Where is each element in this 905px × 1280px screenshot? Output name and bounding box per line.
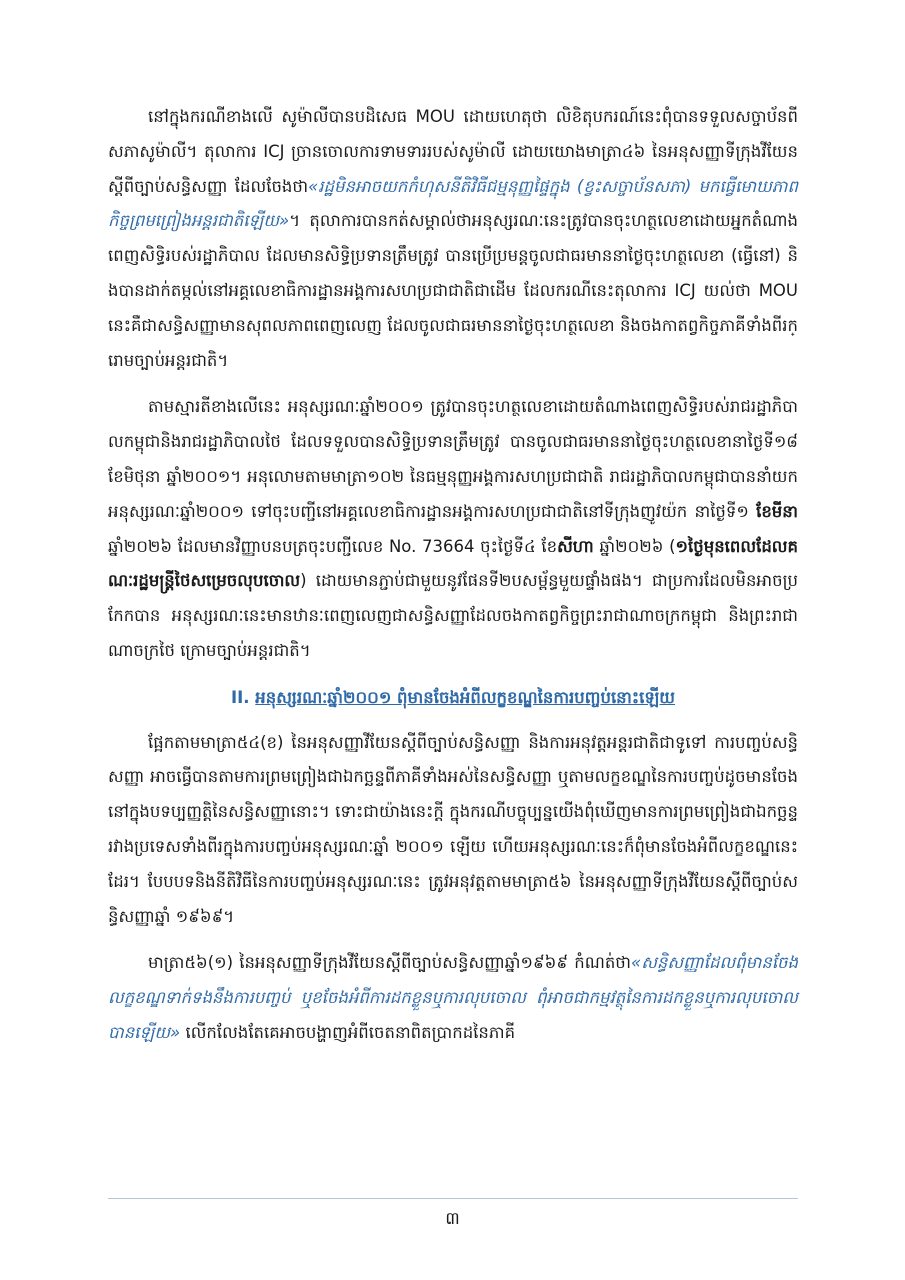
section-heading: [108, 681, 798, 716]
emphasized-text: ខែមីនា: [756, 501, 798, 521]
emphasized-text: សីហា: [557, 536, 594, 556]
paragraph-text: នៅក្នុងករណីខាងលើ សូម៉ាលីបានបដិសេធ MOU ដោយហេតុថា លិខិតុបករណ៍នេះពុំបានទទួលសច្ចាប័នពីសភាសូម៉ាលី។ តុលាការ ICJ ច្រានចោលការទាមទាររបស់សូម៉ាលី ដោយយោងមាត្រា៤៦ នៃអនុសញ្ញាទីក្រុងវីយែនស្ដីពីច្បាប់សន្ធិសញ្ញា ដែលចែងថា: [108, 107, 798, 196]
paragraph-text: ឆ្នាំ២០២៦ ដែលមានវិញ្ញាបនបត្រចុះបញ្ជីលេខ No. 73664 ចុះថ្ងៃទី៤ ខែ: [108, 536, 558, 556]
footer-divider: [108, 1198, 798, 1199]
section-heading-text: អនុស្សរណៈឆ្នាំ២០០១ ពុំមានចែងអំពីលក្ខខណ្ឌនៃការបញ្ចប់នោះឡើយ: [255, 687, 676, 707]
page-number: ៣: [445, 1209, 460, 1229]
quoted-text: «សន្ធិសញ្ញាដែលពុំមានចែងលក្ខខណ្ឌទាក់ទងនឹងការបញ្ចប់ ឬខចែងអំពីការដកខ្លួនឬការលុបចោល ពុំអាចជាកម្មវត្ថុនៃការដកខ្លួនឬការលុបចោលបានឡើយ»: [108, 953, 798, 1042]
document-body: [108, 100, 798, 1063]
paragraph-text: មាត្រា៥៦(១) នៃអនុសញ្ញាទីក្រុងវីយែនស្ដីពីច្បាប់សន្ធិសញ្ញាឆ្នាំ១៩៦៩ កំណត់ថា: [148, 953, 632, 973]
paragraph-text: លើកលែងតែគេអាចបង្ហាញអំពីចេតនាពិតប្រាកដនៃភាគី: [180, 1022, 516, 1042]
paragraph-article-56: [108, 946, 798, 1050]
paragraph-mou-2001-registration: [108, 390, 798, 668]
section-numeral: II.: [230, 687, 250, 707]
quoted-text: «រដ្ឋមិនអាចយកកំហុសនីតិវិធីជម្មនុញ្ញផ្ទៃក្នុង (ខ្វះសច្ចាប័នសភា) មកធ្វើមោឃភាពកិច្ចព្រមព្រៀងអន្តរជាតិឡើយ»: [108, 176, 798, 231]
paragraph-text: ) ដោយមានភ្ជាប់ជាមួយនូវផែនទី២បសម្ព័ន្ធមួយផ្ទាំងផង។ ជាប្រការដែលមិនអាចប្រកែកបាន អនុស្សរណៈនេះមានឋានៈពេញលេញជាសន្ធិសញ្ញាដែលចងកាតព្វកិច្ចព្រះរាជាណាចក្រកម្ពុជា និងព្រះរាជាណាចក្រថៃ ក្រោមច្បាប់អន្តរជាតិ។: [108, 571, 798, 660]
paragraph-text: តាមស្មារតីខាងលើនេះ អនុស្សរណៈឆ្នាំ២០០១ ត្រូវបានចុះហត្ថលេខាដោយតំណាងពេញសិទ្ធិរបស់រាជរដ្ឋាភិបាលកម្ពុជានិងរាជរដ្ឋាភិបាលថៃ ដែលទទួលបានសិទ្ធិប្រទានត្រឹមត្រូវ បានចូលជាធរមាននាថ្ងៃចុះហត្ថលេខានាថ្ងៃទី១៨ ខែមិថុនា ឆ្នាំ២០០១។ អនុលោមតាមមាត្រា១០២ នៃធម្មនុញ្ញអង្គការសហប្រជាជាតិ រាជរដ្ឋាភិបាលកម្ពុជាបាននាំយកអនុស្សរណៈឆ្នាំ២០០១ ទៅចុះបញ្ជីនៅអគ្គលេខាធិការដ្ឋានអង្គការសហប្រជាជាតិនៅទីក្រុងញូវយ៉ក នាថ្ងៃទី១: [108, 397, 798, 521]
paragraph-icj-somalia-case: [108, 100, 798, 378]
emphasized-text: ១ថ្ងៃមុនពេលដែលគណៈរដ្ឋមន្រ្តីថៃសម្រេចលុបចោល: [108, 536, 798, 591]
paragraph-termination-conditions: ផ្អែកតាមមាត្រា៥៤(ខ) នៃអនុសញ្ញាវីយែនស្ដីពីច្បាប់សន្ធិសញ្ញា និងការអនុវត្តអន្តរជាតិជាទូទៅ ការបញ្ចប់សន្ធិសញ្ញា អាចធ្វើបានតាមការព្រមព្រៀងជាឯកច្ឆន្ទពីភាគីទាំងអស់នៃសន្ធិសញ្ញា ឬតាមលក្ខខណ្ឌនៃការបញ្ចប់ដូចមានចែងនៅក្នុងបទប្បញ្ញត្តិនៃសន្ធិសញ្ញានោះ។ ទោះជាយ៉ាងនេះក្ដី ក្នុងករណីបច្ចុប្បន្នយើងពុំឃើញមានការព្រមព្រៀងជាឯកច្ឆន្ទរវាងប្រទេសទាំងពីរក្នុងការបញ្ចប់អនុស្សរណៈឆ្នាំ ២០០១ ឡើយ ហើយអនុស្សរណៈនេះក៏ពុំមានចែងអំពីលក្ខខណ្ឌនេះដែរ។ បែបបទនិងនីតិវិធីនៃការបញ្ចប់អនុស្សរណៈនេះ ត្រូវអនុវត្តតាមមាត្រា៥៦ នៃអនុសញ្ញាទីក្រុងវីយែនស្ដីពីច្បាប់សន្ធិសញ្ញាឆ្នាំ ១៩៦៩។: [108, 732, 798, 926]
paragraph-text: ។ តុលាការបានកត់សម្គាល់ថាអនុស្សរណៈនេះត្រូវបានចុះហត្ថលេខាដោយអ្នកតំណាងពេញសិទ្ធិរបស់រដ្ឋាភិបាល ដែលមានសិទ្ធិប្រទានត្រឹមត្រូវ បានប្រើប្រមន្តចូលជាធរមាននាថ្ងៃចុះហត្ថលេខា (ធ្វើនៅ) និងបានដាក់តម្កល់នៅអគ្គលេខាធិការដ្ឋានអង្គការសហប្រជាជាតិជាដើម ដែលករណីនេះតុលាការ ICJ យល់ថា MOU នេះគឺជាសន្ធិសញ្ញាមានសុពលភាពពេញលេញ ដែលចូលជាធរមាននាថ្ងៃចុះហត្ថលេខា និងចងកាតព្វកិច្ចភាគីទាំងពីរក្រោមច្បាប់អន្តរជាតិ។: [108, 211, 798, 370]
paragraph-text: ឆ្នាំ២០២៦ (: [593, 536, 676, 556]
